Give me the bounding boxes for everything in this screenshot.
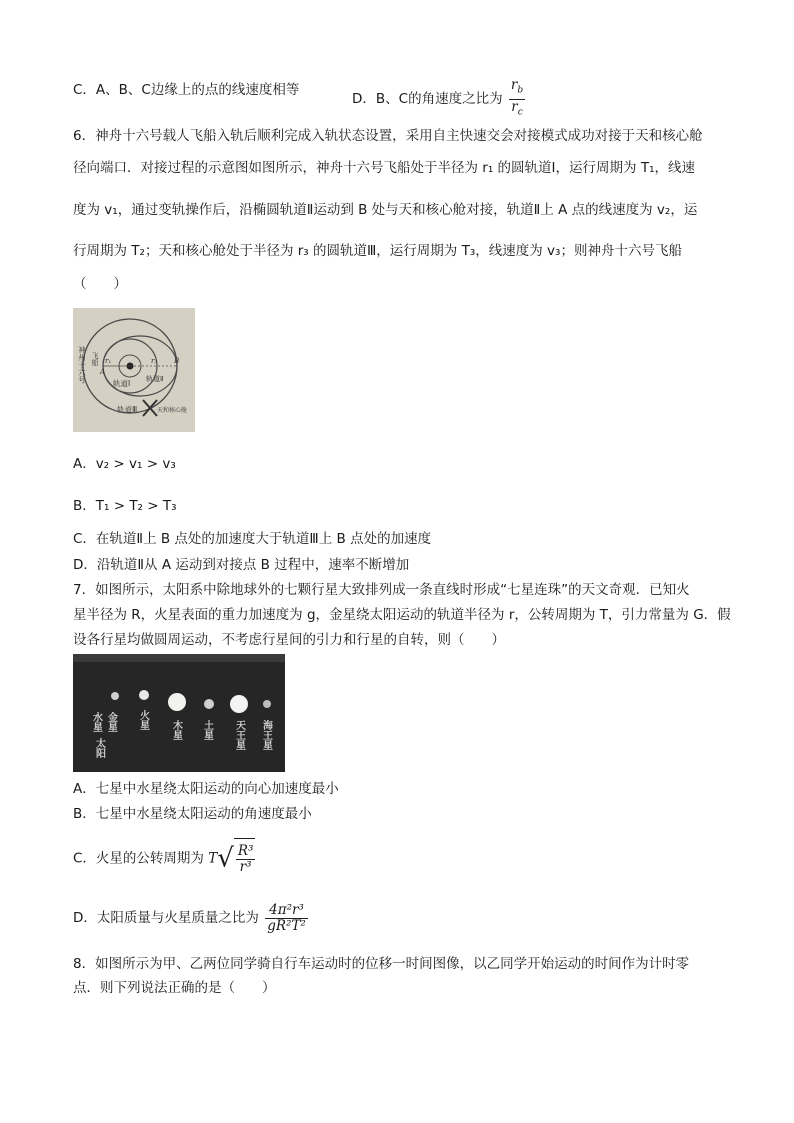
q7-option-c-text: C．火星的公转周期为 — [73, 850, 204, 867]
q8-stem-line2: 点．则下列说法正确的是（ ） — [73, 980, 276, 996]
mercury-label: 水星 — [90, 712, 102, 732]
q8-stem-line1: 8．如图所示为甲、乙两位同学骑自行车运动时的位移一时间图像，以乙同学开始运动的时间作为计时零 — [73, 956, 690, 972]
orbit2-label: 轨道Ⅱ — [146, 375, 164, 383]
orbit-diagram — [73, 308, 195, 432]
q7-option-d-text: D．太阳质量与火星质量之比为 — [73, 910, 259, 926]
q6-option-c: C．在轨道Ⅱ上 B 点处的加速度大于轨道Ⅲ上 B 点处的加速度 — [73, 531, 432, 547]
r3-label: r₃ — [151, 357, 158, 365]
ship-label: 神州十六号 — [77, 346, 87, 384]
point-b-label: B — [174, 357, 180, 365]
station-label: 天和核心舱 — [157, 407, 188, 414]
q6-option-d: D．沿轨道Ⅱ从 A 运动到对接点 B 过程中，速率不断增加 — [73, 557, 410, 573]
q6-stem-line4: 行周期为 T₂；天和核心舱处于半径为 r₃ 的圆轨道Ⅲ，运行周期为 T₃，线速度为 v₃；则神舟十六号飞船 — [73, 243, 682, 259]
q7-stem-line1: 7．如图所示，太阳系中除地球外的七颗行星大致排列成一条直线时形成“七星连珠”的天文奇观．已知火 — [73, 582, 690, 598]
mars-label: 火星 — [137, 710, 149, 730]
venus-icon — [139, 690, 149, 700]
q6-orbit-figure — [73, 308, 195, 432]
q7-option-b: B．七星中水星绕太阳运动的角速度最小 — [73, 806, 312, 822]
q7-option-c-sqrt: √ $\frac{\text{R³}}{\text{r³}}$ — [217, 838, 255, 879]
q6-answer-paren: （ ） — [73, 276, 127, 292]
q6-stem-line3: 度为 v₁，通过变轨操作后，沿椭圆轨道Ⅱ运动到 B 处与天和核心舱对接，轨道Ⅱ上 A 点的线速度为 v₂，运 — [73, 202, 698, 218]
neptune-label: 海王星 — [260, 720, 272, 750]
q7-option-a: A．七星中水星绕太阳运动的向心加速度最小 — [73, 781, 339, 797]
q5-option-d — [352, 78, 525, 120]
fly-label: 飞船 — [91, 352, 99, 366]
venus-label: 金星 — [105, 712, 117, 732]
neptune-icon — [263, 700, 271, 708]
q7-option-d — [73, 898, 308, 938]
q6-option-a: A．v₂ > v₁ > v₃ — [73, 456, 176, 472]
mercury-icon — [111, 692, 119, 700]
point-a-label: A — [100, 368, 106, 376]
sun-label: 太阳 — [93, 738, 105, 758]
q6-option-b: B．T₁ > T₂ > T₃ — [73, 498, 177, 514]
q6-stem-line1: 6．神舟十六号载人飞船入轨后顺利完成入轨状态设置，采用自主快速交会对接模式成功对接于天和核心舱 — [73, 128, 703, 144]
q7-planets-figure — [73, 654, 285, 772]
saturn-label: 土星 — [201, 720, 213, 740]
q7-option-d-fraction: $\frac{\text{4π²r³}}{\text{gR²T²}}$ — [267, 901, 306, 934]
r1-label: r₁ — [105, 357, 112, 365]
saturn-icon — [204, 699, 214, 709]
q7-stem-line3: 设各行星均做圆周运动，不考虑行星间的引力和行星的自转，则（ ） — [73, 632, 505, 648]
q7-option-c — [73, 838, 255, 879]
q5-option-d-text: D．B、C的角速度之比为 — [352, 91, 503, 108]
q6-stem-line2: 径向端口．对接过程的示意图如图所示，神舟十六号飞船处于半径为 r₁ 的圆轨道Ⅰ，运行周期为 T₁，线速 — [73, 160, 695, 176]
uranus-label: 天王星 — [233, 720, 245, 750]
orbit3-label: 轨道Ⅲ — [117, 405, 138, 414]
jupiter-label: 木星 — [170, 720, 182, 740]
q5-option-d-fraction: $\frac{r_b}{r_c}$ — [510, 77, 524, 118]
q7-stem-line2: 星半径为 R，火星表面的重力加速度为 g，金星绕太阳运动的轨道半径为 r，公转周期为 T，引力常量为 G．假 — [73, 607, 731, 623]
jupiter-icon — [168, 693, 186, 711]
orbit1-label: 轨道Ⅰ — [113, 379, 131, 388]
uranus-icon — [230, 695, 248, 713]
q5-option-c: C．A、B、C边缘上的点的线速度相等 — [73, 82, 300, 98]
planets-photo — [73, 654, 285, 772]
q7-option-c-t: T — [208, 850, 218, 867]
